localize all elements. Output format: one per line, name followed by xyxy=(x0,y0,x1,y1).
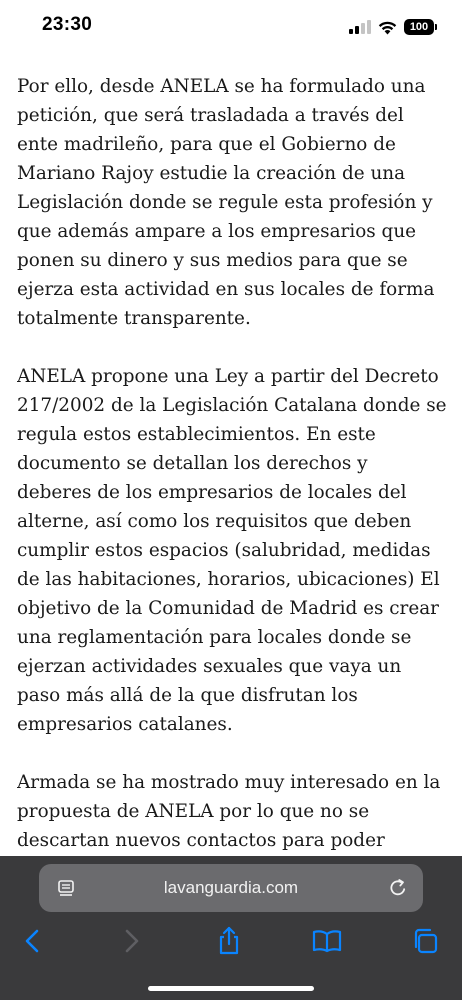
url-text: lavanguardia.com xyxy=(163,878,299,897)
bookmarks-button[interactable] xyxy=(312,926,342,956)
address-bar[interactable] xyxy=(39,864,423,912)
article-paragraph: Por ello, desde ANELA se ha formulado una petición, que será trasladada a través del ente madrileño, para que el Gobierno de Mariano Rajoy estudie la creación de una Legislación donde se regule esta profesión y que además ampare a los empresarios que ponen su dinero y sus medios para que se ejerza esta actividad en sus locales de forma totalmente transparente. xyxy=(17,76,435,329)
bookmarks-icon xyxy=(312,929,342,953)
signal-icon xyxy=(349,20,371,34)
home-indicator xyxy=(148,986,314,991)
article-body xyxy=(17,72,447,856)
article-paragraph: ANELA propone una Ley a partir del Decreto 217/2002 de la Legislación Catalana donde se regula estos establecimientos. En este documento se detallan los derechos y deberes de los empresarios de locales del alterne, así como los requisitos que deben cumplir estos espacios (salubridad, medidas de las habitaciones, horarios, ubicaciones) El objetivo de la Comunidad de Madrid es crear una reglamentación para locales donde se ejerzan actividades sexuales que vaya un paso más allá de la que disfrutan los empresarios catalanes. xyxy=(17,366,447,735)
back-button[interactable] xyxy=(17,926,47,956)
browser-toolbar xyxy=(0,856,462,1000)
status-bar xyxy=(0,0,462,56)
status-time: 23:30 xyxy=(42,14,93,35)
tabs-icon xyxy=(411,927,439,955)
status-icons xyxy=(349,17,434,37)
reader-mode-icon[interactable] xyxy=(56,878,76,898)
reload-icon[interactable] xyxy=(387,877,409,899)
tabs-button[interactable] xyxy=(410,926,440,956)
battery-icon xyxy=(404,19,434,35)
forward-button[interactable] xyxy=(117,926,147,956)
battery-level: 100 xyxy=(409,21,429,33)
article-paragraph: Armada se ha mostrado muy interesado en la propuesta de ANELA por lo que no se descartan nuevos contactos para poder xyxy=(17,772,441,851)
share-icon xyxy=(216,926,242,956)
forward-icon xyxy=(123,928,141,954)
wifi-icon xyxy=(378,20,397,35)
back-icon xyxy=(23,928,41,954)
share-button[interactable] xyxy=(214,926,244,956)
